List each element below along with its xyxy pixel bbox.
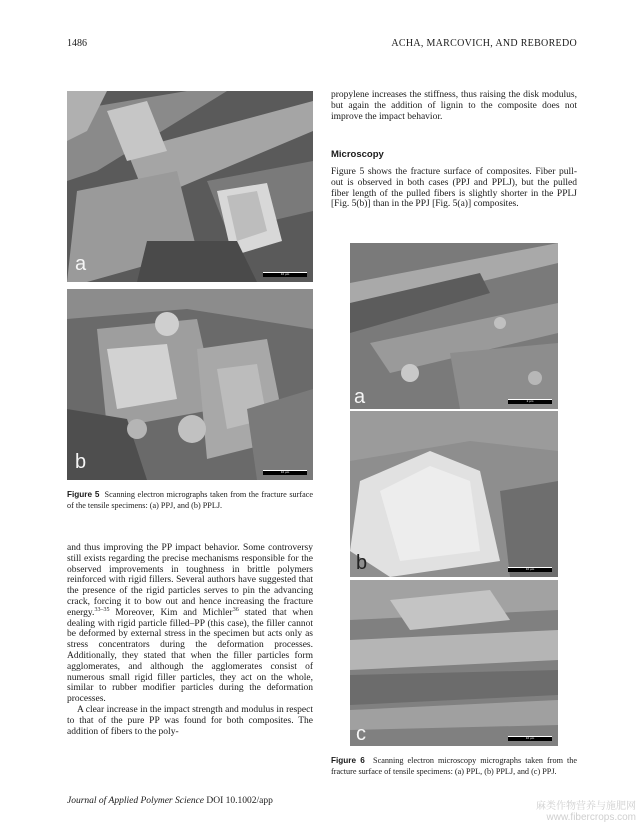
running-title: ACHA, MARCOVICH, AND REBOREDO [391,38,577,49]
figure6-caption [331,756,577,777]
citation: 33–35 [94,606,110,613]
caption-text: Scanning electron microscopy micrographs taken from the fracture surface of tensile specimens: (a) PPL, (b) PPLJ, and (c) PPJ. [331,756,578,776]
scale-bar: 2 µm [508,399,552,404]
panel-label: a [354,386,366,408]
page-footer [67,796,273,806]
section-heading: Microscopy [331,149,384,160]
left-column-text [67,543,313,737]
figure6-panel-b [350,411,558,577]
running-header [67,38,577,52]
figure5-panel-b [67,289,313,480]
panel-label: c [356,723,366,745]
caption-text: Scanning electron micrographs taken from the fracture surface of the tensile specimens: (a) PPJ, and (b) PPLJ. [67,490,313,510]
paragraph: A clear increase in the impact strength and modulus in respect to that of the pure PP was found for both composites. The addition of fibers to the poly- [67,704,313,737]
panel-label: a [75,253,87,275]
scale-bar: 10 µm [508,736,552,741]
figure5-caption [67,490,313,511]
watermark [536,797,636,823]
caption-label: Figure 6 [331,756,365,765]
doi: DOI 10.1002/app [206,796,273,806]
micrograph-image [67,289,313,480]
caption-label: Figure 5 [67,490,100,499]
page-number: 1486 [67,38,87,49]
figure5-panel-a [67,91,313,282]
micrograph-image [350,411,558,577]
panel-label: b [75,451,87,473]
scale-bar: 10 µm [263,470,307,475]
micrograph-image [67,91,313,282]
micrograph-image [350,243,558,409]
panel-label: b [356,552,368,574]
micrograph-image [350,580,558,746]
paragraph: and thus improving the PP impact behavior. Some controversy still exists regarding the precise mechanisms responsible for the observed improvements in toughness in brittle polymers reinforced with rigid fillers. Several authors have suggested that the presence of the rigid particles serves to pin the advancing crack, forcing it to bow out and hence increasing the fracture energy.$^{33-35}$ Moreover, Kim and Michler$^{36}$ stated that when dealing with rigid particle filled–PP (this case), the filler cannot be deformed by external stress in the specimen but acts only as stress concentrators during the deformation processes. Additionally, they stated that when the filler particles form agglomerates, and although the agglomerates consist of numerous small rigid filler particles, they act on the whole, similar to rubber modifier particles during the deformation processes. [67,543,313,705]
journal-name: Journal of Applied Polymer Science [67,796,205,806]
figure6-panel-a [350,243,558,409]
watermark-line-1: 麻类作物营养与施肥网 [536,801,636,812]
watermark-line-2: www.fibercrops.com [546,812,636,823]
scale-bar: 10 µm [263,272,307,277]
microscopy-paragraph: Figure 5 shows the fracture surface of composites. Fiber pull-out is observed in both cases (PPJ and PPLJ), but the pulled fiber length of the pulled fibers is slightly shorter in the PPLJ [Fig. 5(b)] than in the PPJ [Fig. 5(a)] composites. [331,167,577,210]
right-column-top-paragraph: propylene increases the stiffness, thus raising the disk modulus, but again the addition of lignin to the composite does not improve the impact behavior. [331,90,577,122]
scale-bar: 10 µm [508,567,552,572]
citation: 36 [232,606,239,613]
figure6-panel-c [350,580,558,746]
